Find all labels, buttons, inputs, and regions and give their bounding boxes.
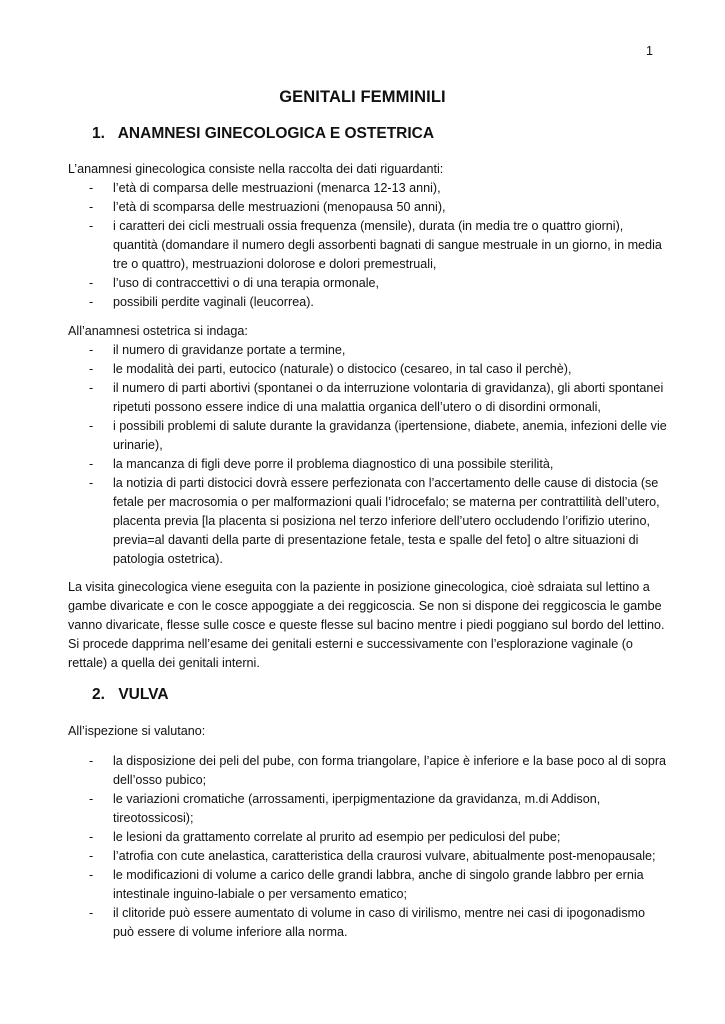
bullet-list-anamnesi-ostetrica — [68, 341, 668, 569]
section-intro: All’ispezione si valutano: — [68, 724, 206, 738]
list-item: - il numero di gravidanze portate a termine, — [68, 341, 668, 360]
list-item: - le modificazioni di volume a carico delle grandi labbra, anche di singolo grande labbro per ernia intestinale inguino-labiale o per versamento ematico; — [68, 866, 668, 904]
list-item: - l’età di scomparsa delle mestruazioni (menopausa 50 anni), — [68, 198, 668, 217]
section-intro-ostetrica: All’anamnesi ostetrica si indaga: — [68, 324, 248, 338]
section-title: ANAMNESI GINECOLOGICA E OSTETRICA — [117, 125, 435, 142]
list-item: - l’atrofia con cute anelastica, caratteristica della craurosi vulvare, abitualmente post-menopausale; — [68, 847, 668, 866]
list-item: - possibili perdite vaginali (leucorrea). — [68, 293, 668, 312]
section-title: VULVA — [118, 686, 169, 703]
list-item: - la mancanza di figli deve porre il problema diagnostico di una possibile sterilità, — [68, 455, 668, 474]
list-item: - i caratteri dei cicli mestruali ossia frequenza (mensile), durata (in media tre o quattro giorni), quantità (domandare il numero degli assorbenti bagnati di sangue mestruale in un giorno, in media tre o quattro), mestruazioni dolorose e dolori premestruali, — [68, 217, 668, 274]
section-number: 1. — [92, 125, 105, 142]
list-item: - l’età di comparsa delle mestruazioni (menarca 12-13 anni), — [68, 179, 668, 198]
list-item: - le variazioni cromatiche (arrossamenti, iperpigmentazione da gravidanza, m.di Addison, tireotossicosi); — [68, 790, 668, 828]
list-item: - l’uso di contraccettivi o di una terapia ormonale, — [68, 274, 668, 293]
list-item: - i possibili problemi di salute durante la gravidanza (ipertensione, diabete, anemia, infezioni delle vie urinarie), — [68, 417, 668, 455]
list-item: - la notizia di parti distocici dovrà essere perfezionata con l’accertamento delle cause di distocia (se fetale per macrosomia o per malformazioni quali l’idrocefalo; se materna per contrattilità dell’utero, placenta previa [la placenta si posiziona nel terzo inferiore dell’utero occludendo l’orifizio uterino, previa=al davanti della parte di presentazione fetale, testa e spalle del feto] o altre situazioni di patologia ostetrica). — [68, 474, 668, 569]
list-item: - il clitoride può essere aumentato di volume in caso di virilismo, mentre nei casi di ipogonadismo può essere di volume inferiore alla norma. — [68, 904, 668, 942]
closing-paragraph: La visita ginecologica viene eseguita con la paziente in posizione ginecologica, cioè sdraiata sul lettino a gambe divaricate e con le cosce appoggiate a dei reggicoscia. Se non si dispone dei reggicoscia le gambe vanno divaricate, flesse sulle cosce e queste flesse sul bacino mentre i piedi poggiano sul bordo del lettino. Si procede dapprima nell’esame dei genitali esterni e successivamente con l’esplorazione vaginale (o rettale) a quella dei genitali interni. — [68, 580, 665, 670]
bullet-list-vulva — [68, 752, 668, 942]
document-title: GENITALI FEMMINILI — [279, 88, 446, 106]
list-item: - la disposizione dei peli del pube, con forma triangolare, l’apice è inferiore e la base poco al di sopra dell’osso pubico; — [68, 752, 668, 790]
section-intro: L’anamnesi ginecologica consiste nella raccolta dei dati riguardanti: — [68, 162, 444, 176]
list-item: - le modalità dei parti, eutocico (naturale) o distocico (cesareo, in tal caso il perchè), — [68, 360, 668, 379]
section-heading-vulva — [92, 686, 169, 704]
bullet-list-anamnesi-ginecologica — [68, 179, 668, 312]
list-item: - il numero di parti abortivi (spontanei o da interruzione volontaria di gravidanza), gli aborti spontanei ripetuti possono essere indice di una malattia organica dell’utero o di disordini ormonali, — [68, 379, 668, 417]
list-item: - le lesioni da grattamento correlate al prurito ad esempio per pediculosi del pube; — [68, 828, 668, 847]
page-number: 1 — [646, 44, 653, 58]
section-heading-anamnesi — [92, 125, 434, 143]
section-number: 2. — [92, 686, 105, 703]
